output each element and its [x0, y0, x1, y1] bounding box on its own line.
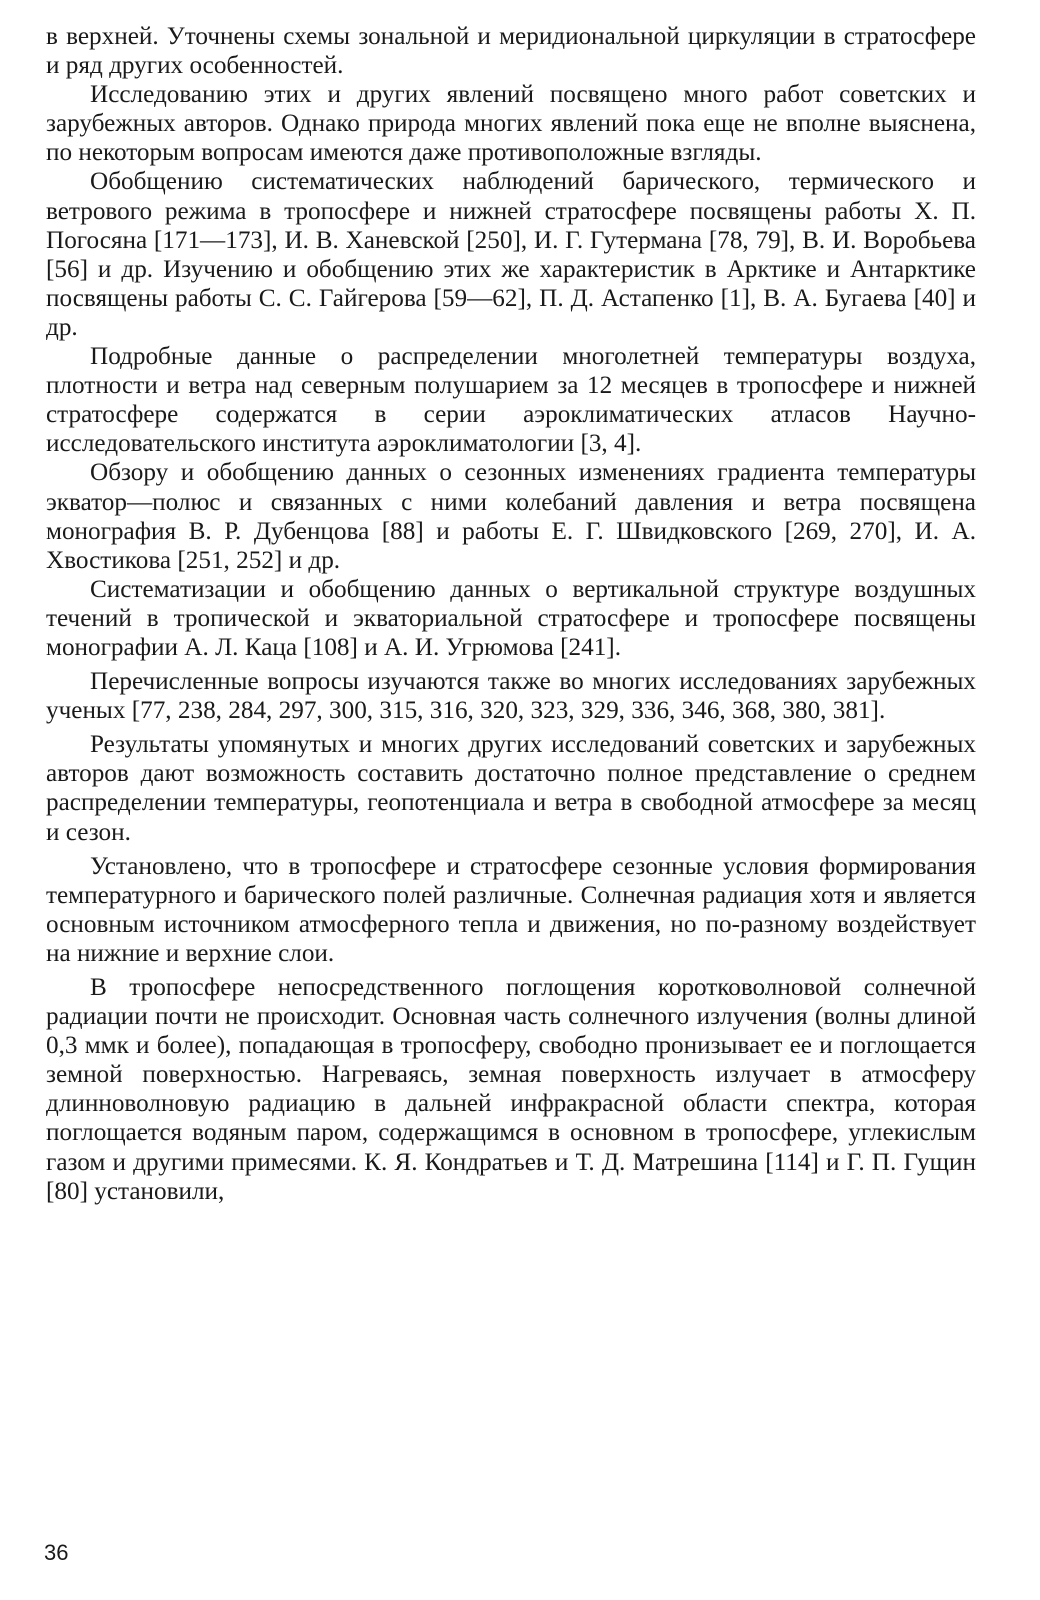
- paragraph-9: Установлено, что в тропосфере и стратосфере сезонные условия формирования температурного и барического полей различные. Солнечная радиация хотя и является основным источником атмосферного тепла и движения, но по-разному воздействует на нижние и верхние слои.: [46, 852, 976, 967]
- paragraph-6: Систематизации и обобщению данных о вертикальной структуре воздушных течений в тропической и экваториальной стратосфере и тропосфере посвящены монографии А. Л. Каца [108] и А. И. Угрюмова [241].: [46, 575, 976, 661]
- paragraph-3: Обобщению систематических наблюдений барического, термического и ветрового режима в тропосфере и нижней стратосфере посвящены работы Х. П. Погосяна [171—173], И. В. Ханевской [250], И. Г. Гутермана [78, 79], В. И. Воробьева [56] и др. Изучению и обобщению этих же характеристик в Арктике и Антарктике посвящены работы С. С. Гайгерова [59—62], П. Д. Астапенко [1], В. А. Бугаева [40] и др.: [46, 168, 976, 341]
- paragraph-8: Результаты упомянутых и многих других исследований советских и зарубежных авторов дают возможность составить достаточно полное представление о среднем распределении температуры, геопотенциала и ветра в свободной атмосфере за месяц и сезон.: [46, 731, 976, 846]
- page-body: [46, 22, 976, 1206]
- paragraph-5: Обзору и обобщению данных о сезонных изменениях градиента температуры экватор—полюс и связанных с ними колебаний давления и ветра посвящена монография В. Р. Дубенцова [88] и работы Е. Г. Швидковского [269, 270], И. А. Хвостикова [251, 252] и др.: [46, 459, 976, 574]
- paragraph-10: В тропосфере непосредственного поглощения коротковолновой солнечной радиации почти не происходит. Основная часть солнечного излучения (волны длиной 0,3 ммк и более), попадающая в тропосферу, свободно пронизывает ее и поглощается земной поверхностью. Нагреваясь, земная поверхность излучает в атмосферу длинноволновую радиацию в дальней инфракрасной области спектра, которая поглощается водяным паром, содержащимся в основном в тропосфере, углекислым газом и другими примесями. К. Я. Кондратьев и Т. Д. Матрешина [114] и Г. П. Гущин [80] установили,: [46, 974, 976, 1205]
- paragraph-1: в верхней. Уточнены схемы зональной и меридиональной циркуляции в стратосфере и ряд других особенностей.: [46, 23, 976, 80]
- paragraph-7: Перечисленные вопросы изучаются также во многих исследованиях зарубежных ученых [77, 238, 284, 297, 300, 315, 316, 320, 323, 329, 336, 346, 368, 380, 381].: [46, 668, 976, 725]
- paragraph-4: Подробные данные о распределении многолетней температуры воздуха, плотности и ветра над северным полушарием за 12 месяцев в тропосфере и нижней стратосфере содержатся в серии аэроклиматических атласов Научно-исследовательского института аэроклиматологии [3, 4].: [46, 343, 976, 458]
- page-number: 36: [44, 1540, 69, 1565]
- paragraph-2: Исследованию этих и других явлений посвящено много работ советских и зарубежных авторов. Однако природа многих явлений пока еще не вполне выяснена, по некоторым вопросам имеются даже противоположные взгляды.: [46, 81, 976, 167]
